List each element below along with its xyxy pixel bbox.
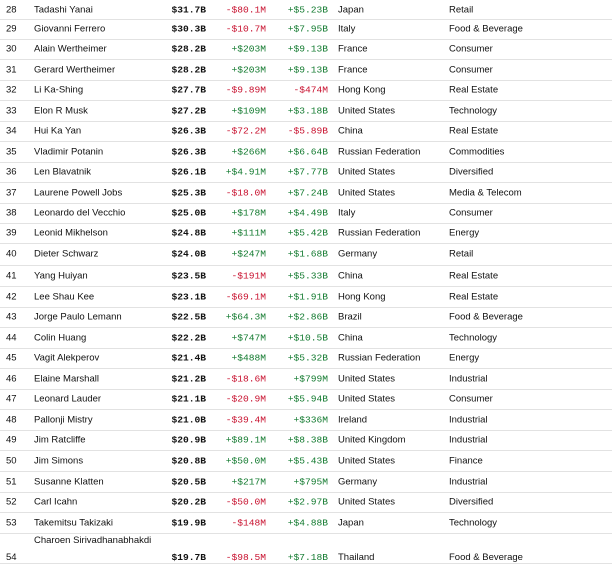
- cell-ytd-change: +$8.38B: [287, 434, 328, 446]
- cell-net-worth: $31.7B: [171, 4, 206, 15]
- cell-last-change: +$247M: [231, 248, 266, 260]
- table-row[interactable]: [0, 430, 612, 451]
- cell-industry: Commodities: [449, 146, 505, 157]
- cell-industry: Finance: [449, 455, 483, 466]
- cell-industry: Industrial: [449, 414, 488, 425]
- cell-last-change: +$488M: [231, 352, 266, 364]
- cell-rank: 30: [6, 43, 17, 55]
- cell-last-change: -$72.2M: [225, 125, 266, 137]
- cell-name: Hui Ka Yan: [34, 125, 82, 137]
- cell-last-change: +$4.91M: [225, 166, 266, 178]
- table-row[interactable]: [0, 327, 612, 349]
- table-row[interactable]: [0, 492, 612, 513]
- cell-last-change: -$98.5M: [225, 552, 266, 563]
- cell-country: Hong Kong: [338, 291, 386, 302]
- cell-net-worth: $28.2B: [171, 43, 206, 55]
- cell-last-change: +$109M: [231, 105, 266, 116]
- cell-rank: 45: [6, 352, 17, 364]
- cell-industry: Energy: [449, 352, 480, 364]
- cell-ytd-change: +$9.13B: [287, 43, 328, 55]
- cell-name: Jim Simons: [34, 455, 84, 466]
- cell-country: Italy: [338, 207, 356, 219]
- cell-net-worth: $27.2B: [171, 105, 206, 116]
- table-row[interactable]: [0, 389, 612, 410]
- cell-industry: Consumer: [449, 207, 493, 219]
- table-row[interactable]: [0, 121, 612, 142]
- cell-rank: 33: [6, 105, 17, 116]
- cell-country: United States: [338, 187, 396, 198]
- cell-country: United States: [338, 105, 396, 116]
- cell-rank: 32: [6, 84, 17, 96]
- cell-name: Dieter Schwarz: [34, 248, 99, 260]
- table-row[interactable]: [0, 348, 612, 369]
- cell-industry: Food & Beverage: [449, 23, 523, 35]
- table-row[interactable]: [0, 162, 612, 183]
- cell-last-change: +$111M: [231, 227, 266, 239]
- cell-rank: 40: [6, 248, 17, 260]
- cell-last-change: +$217M: [231, 476, 266, 487]
- cell-rank: 47: [6, 393, 17, 405]
- table-row[interactable]: [0, 182, 612, 204]
- cell-name: Laurene Powell Jobs: [34, 187, 123, 198]
- cell-net-worth: $20.2B: [171, 496, 206, 508]
- cell-net-worth: $25.3B: [171, 187, 206, 198]
- cell-last-change: +$203M: [231, 64, 266, 75]
- cell-rank: 37: [6, 187, 17, 198]
- cell-last-change: -$191M: [231, 270, 266, 281]
- cell-name: Giovanni Ferrero: [34, 23, 106, 35]
- table-row[interactable]: [0, 80, 612, 101]
- cell-ytd-change: -$474M: [293, 84, 328, 96]
- cell-ytd-change: +$3.18B: [287, 105, 328, 116]
- cell-industry: Diversified: [449, 166, 494, 178]
- cell-last-change: +$203M: [231, 43, 266, 55]
- cell-last-change: -$148M: [231, 517, 266, 528]
- cell-country: Japan: [338, 4, 364, 15]
- cell-rank: 43: [6, 311, 17, 323]
- cell-net-worth: $25.0B: [171, 207, 206, 219]
- cell-industry: Energy: [449, 227, 480, 239]
- table-row[interactable]: [0, 265, 612, 287]
- cell-ytd-change: +$5.43B: [287, 455, 328, 466]
- cell-country: Hong Kong: [338, 84, 386, 96]
- cell-country: France: [338, 43, 368, 55]
- cell-ytd-change: +$336M: [293, 414, 328, 425]
- cell-industry: Real Estate: [449, 291, 499, 302]
- cell-country: Thailand: [338, 552, 375, 563]
- cell-rank: 41: [6, 270, 17, 281]
- cell-industry: Retail: [449, 248, 474, 260]
- cell-ytd-change: +$7.95B: [287, 23, 328, 35]
- cell-name: Leonardo del Vecchio: [34, 207, 126, 219]
- cell-net-worth: $19.9B: [171, 517, 206, 528]
- cell-net-worth: $23.5B: [171, 270, 206, 281]
- cell-name: Leonard Lauder: [34, 393, 102, 405]
- cell-industry: Real Estate: [449, 125, 499, 137]
- cell-rank: 39: [6, 227, 17, 239]
- cell-net-worth: $28.2B: [171, 64, 206, 75]
- cell-country: France: [338, 64, 368, 75]
- cell-ytd-change: +$5.94B: [287, 393, 328, 405]
- cell-name: Elon R Musk: [34, 105, 88, 116]
- cell-net-worth: $22.5B: [171, 311, 206, 323]
- cell-rank: 51: [6, 476, 17, 487]
- cell-net-worth: $21.2B: [171, 373, 206, 384]
- cell-name: Leonid Mikhelson: [34, 227, 108, 239]
- cell-ytd-change: +$4.49B: [287, 207, 328, 219]
- table-row[interactable]: [0, 141, 612, 163]
- cell-industry: Food & Beverage: [449, 552, 523, 563]
- cell-industry: Diversified: [449, 496, 494, 508]
- cell-ytd-change: -$5.89B: [287, 125, 328, 137]
- cell-country: United States: [338, 455, 396, 466]
- cell-rank: 49: [6, 434, 17, 446]
- cell-ytd-change: +$1.91B: [287, 291, 328, 302]
- cell-country: China: [338, 270, 363, 281]
- cell-industry: Industrial: [449, 373, 488, 384]
- cell-ytd-change: +$5.42B: [287, 227, 328, 239]
- cell-last-change: +$266M: [231, 146, 266, 157]
- cell-country: Russian Federation: [338, 227, 421, 239]
- cell-rank: 44: [6, 332, 17, 343]
- cell-industry: Technology: [449, 105, 498, 116]
- cell-net-worth: $24.8B: [171, 227, 206, 239]
- table-row[interactable]: [0, 450, 612, 472]
- cell-ytd-change: +$9.13B: [287, 64, 328, 75]
- cell-country: China: [338, 332, 363, 343]
- cell-name: Vagit Alekperov: [34, 352, 100, 364]
- cell-name: Takemitsu Takizaki: [34, 517, 114, 528]
- cell-net-worth: $27.7B: [171, 84, 206, 96]
- cell-name: Jorge Paulo Lemann: [34, 311, 122, 323]
- table-row[interactable]: [0, 471, 612, 493]
- cell-name: Lee Shau Kee: [34, 291, 95, 302]
- cell-rank: 50: [6, 455, 17, 466]
- cell-rank: 38: [6, 207, 17, 219]
- cell-country: Russian Federation: [338, 146, 421, 157]
- cell-last-change: -$18.6M: [225, 373, 266, 384]
- table-row[interactable]: [0, 223, 612, 244]
- cell-industry: Technology: [449, 332, 498, 343]
- cell-industry: Food & Beverage: [449, 311, 523, 323]
- cell-country: United States: [338, 393, 396, 405]
- cell-last-change: -$69.1M: [225, 291, 266, 302]
- cell-country: Italy: [338, 23, 356, 35]
- table-row[interactable]: [0, 307, 612, 328]
- cell-rank: 29: [6, 23, 17, 35]
- cell-country: United States: [338, 373, 396, 384]
- cell-net-worth: $23.1B: [171, 291, 206, 302]
- cell-last-change: -$9.89M: [225, 84, 266, 96]
- cell-last-change: -$10.7M: [225, 23, 266, 35]
- cell-name: Susanne Klatten: [34, 476, 104, 487]
- cell-ytd-change: +$2.86B: [287, 311, 328, 323]
- cell-last-change: +$178M: [231, 207, 266, 219]
- cell-net-worth: $30.3B: [171, 23, 206, 35]
- cell-name: Gerard Wertheimer: [34, 64, 116, 75]
- cell-last-change: -$20.9M: [225, 393, 266, 405]
- cell-ytd-change: +$4.88B: [287, 517, 328, 528]
- cell-industry: Real Estate: [449, 84, 499, 96]
- cell-rank: 31: [6, 64, 17, 75]
- cell-industry: Real Estate: [449, 270, 499, 281]
- table-row[interactable]: [0, 19, 612, 40]
- table-row[interactable]: [0, 512, 612, 534]
- cell-ytd-change: +$7.77B: [287, 166, 328, 178]
- cell-country: Russian Federation: [338, 352, 421, 364]
- cell-rank: 35: [6, 146, 17, 157]
- table-row[interactable]: [0, 533, 612, 564]
- cell-ytd-change: +$2.97B: [287, 496, 328, 508]
- cell-industry: Consumer: [449, 64, 493, 75]
- table-row[interactable]: [0, 0, 612, 20]
- cell-rank: 42: [6, 291, 17, 302]
- cell-name: Vladimir Potanin: [34, 146, 104, 157]
- cell-last-change: -$50.0M: [225, 496, 266, 508]
- cell-name: Alain Wertheimer: [34, 43, 107, 55]
- table-row[interactable]: [0, 286, 612, 308]
- cell-name: Pallonji Mistry: [34, 414, 93, 425]
- cell-name: Li Ka-Shing: [34, 84, 84, 96]
- cell-rank: 34: [6, 125, 17, 137]
- cell-net-worth: $20.9B: [171, 434, 206, 446]
- cell-industry: Industrial: [449, 434, 488, 446]
- cell-net-worth: $21.0B: [171, 414, 206, 425]
- cell-name: Tadashi Yanai: [34, 4, 93, 15]
- cell-country: Japan: [338, 517, 364, 528]
- cell-net-worth: $26.1B: [171, 166, 206, 178]
- cell-last-change: +$89.1M: [225, 434, 266, 446]
- cell-ytd-change: +$795M: [293, 476, 328, 487]
- cell-last-change: +$50.0M: [225, 455, 266, 466]
- cell-industry: Media & Telecom: [449, 187, 522, 198]
- cell-net-worth: $20.8B: [171, 455, 206, 466]
- cell-name: Jim Ratcliffe: [34, 434, 86, 446]
- cell-ytd-change: +$10.5B: [287, 332, 328, 343]
- cell-net-worth: $26.3B: [171, 146, 206, 157]
- cell-net-worth: $24.0B: [171, 248, 206, 260]
- table-row[interactable]: [0, 100, 612, 122]
- cell-industry: Industrial: [449, 476, 488, 487]
- cell-rank: 53: [6, 517, 17, 528]
- cell-last-change: +$64.3M: [225, 311, 266, 323]
- cell-industry: Retail: [449, 4, 474, 15]
- cell-rank: 54: [6, 552, 17, 563]
- cell-name: Charoen Sirivadhanabhakdi: [34, 535, 152, 546]
- cell-industry: Technology: [449, 517, 498, 528]
- cell-name: Len Blavatnik: [34, 166, 92, 178]
- table-row[interactable]: [0, 59, 612, 81]
- cell-net-worth: $22.2B: [171, 332, 206, 343]
- cell-country: United States: [338, 166, 396, 178]
- cell-rank: 28: [6, 4, 17, 15]
- cell-country: United Kingdom: [338, 434, 406, 446]
- cell-country: Germany: [338, 248, 378, 260]
- cell-rank: 46: [6, 373, 17, 384]
- cell-rank: 52: [6, 496, 17, 508]
- cell-name: Carl Icahn: [34, 496, 78, 508]
- cell-last-change: -$18.0M: [225, 187, 266, 198]
- cell-ytd-change: +$5.32B: [287, 352, 328, 364]
- cell-rank: 48: [6, 414, 17, 425]
- cell-net-worth: $19.7B: [171, 552, 206, 563]
- cell-net-worth: $21.1B: [171, 393, 206, 405]
- cell-net-worth: $21.4B: [171, 352, 206, 364]
- table-row[interactable]: [0, 203, 612, 224]
- cell-last-change: -$39.4M: [225, 414, 266, 425]
- cell-net-worth: $20.5B: [171, 476, 206, 487]
- cell-ytd-change: +$1.68B: [287, 248, 328, 260]
- cell-ytd-change: +$7.18B: [287, 552, 328, 563]
- table-row[interactable]: [0, 243, 612, 266]
- cell-country: Ireland: [338, 414, 368, 425]
- cell-ytd-change: +$799M: [293, 373, 328, 384]
- cell-ytd-change: +$6.64B: [287, 146, 328, 157]
- cell-name: Yang Huiyan: [34, 270, 88, 281]
- cell-country: Brazil: [338, 311, 362, 323]
- cell-country: United States: [338, 496, 396, 508]
- cell-country: Germany: [338, 476, 378, 487]
- cell-ytd-change: +$5.33B: [287, 270, 328, 281]
- cell-name: Colin Huang: [34, 332, 87, 343]
- cell-country: China: [338, 125, 363, 137]
- cell-last-change: +$747M: [231, 332, 266, 343]
- cell-ytd-change: +$5.23B: [287, 4, 328, 15]
- table-row[interactable]: [0, 368, 612, 390]
- cell-net-worth: $26.3B: [171, 125, 206, 137]
- table-row[interactable]: [0, 39, 612, 60]
- cell-rank: 36: [6, 166, 17, 178]
- cell-industry: Consumer: [449, 43, 493, 55]
- cell-ytd-change: +$7.24B: [287, 187, 328, 198]
- table-row[interactable]: [0, 409, 612, 431]
- cell-name: Elaine Marshall: [34, 373, 99, 384]
- cell-industry: Consumer: [449, 393, 493, 405]
- cell-last-change: -$80.1M: [225, 4, 266, 15]
